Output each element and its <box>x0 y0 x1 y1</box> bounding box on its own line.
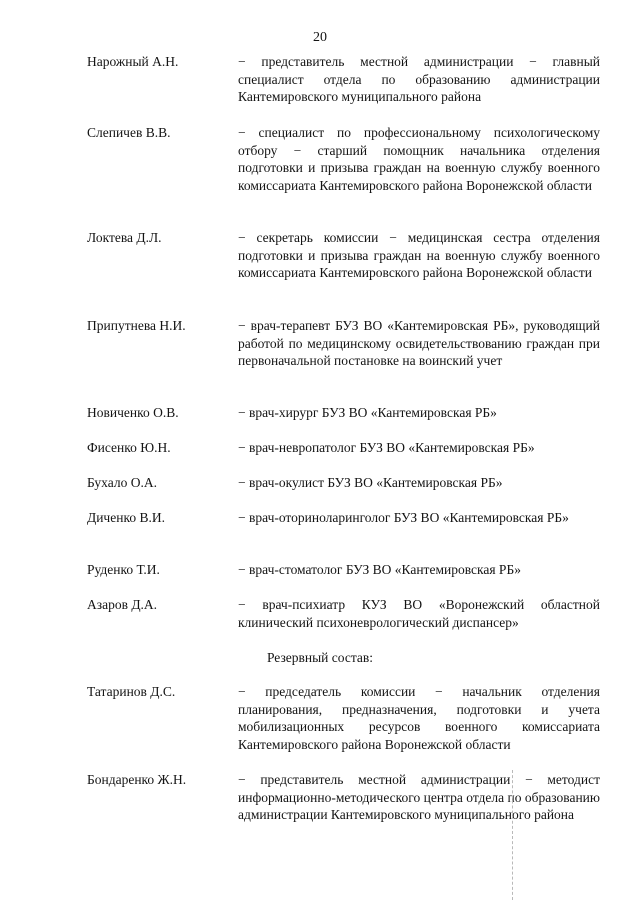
reserve-section-title: Резервный состав: <box>266 650 374 665</box>
member-name: Новиченко О.В. <box>87 405 179 420</box>
member-name: Бухало О.А. <box>87 475 157 490</box>
member-name: Слепичев В.В. <box>87 125 171 140</box>
member-name: Припутнева Н.И. <box>87 318 186 333</box>
member-name: Руденко Т.И. <box>87 562 160 577</box>
member-name: Диченко В.И. <box>87 510 165 525</box>
member-name: Фисенко Ю.Н. <box>87 440 171 455</box>
member-name: Локтева Д.Л. <box>87 230 162 245</box>
member-description: − секретарь комиссии − медицинская сестра отделения подготовки и призыва граждан на военную службу военного комиссариата Кантемировского района Воронежской области <box>238 230 600 280</box>
member-description: − врач-терапевт БУЗ ВО «Кантемировская РБ», руководящий работой по медицинскому освидетельствованию граждан при первоначальной постановке на воинский учет <box>238 318 600 368</box>
member-description: − врач-окулист БУЗ ВО «Кантемировская РБ» <box>238 475 503 490</box>
scan-artifact-line <box>512 770 513 900</box>
member-name: Нарожный А.Н. <box>87 54 179 69</box>
member-description: − врач-стоматолог БУЗ ВО «Кантемировская РБ» <box>238 562 521 577</box>
member-name: Азаров Д.А. <box>87 597 158 612</box>
member-description: − врач-невропатолог БУЗ ВО «Кантемировская РБ» <box>238 440 535 455</box>
member-description: − врач-оториноларинголог БУЗ ВО «Кантемировская РБ» <box>238 510 569 525</box>
member-name: Бондаренко Ж.Н. <box>87 772 187 787</box>
page-number: 20 <box>313 30 327 45</box>
member-name: Татаринов Д.С. <box>87 684 176 699</box>
member-description: − представитель местной администрации − методист информационно-методического центра отдела по образованию администрации Кантемировского муниципального района <box>238 772 600 822</box>
member-description: − специалист по профессиональному психологическому отбору − старший помощник начальника отделения подготовки и призыва граждан на военную службу военного комиссариата Кантемировского района Воронежской области <box>238 125 600 193</box>
member-description: − врач-хирург БУЗ ВО «Кантемировская РБ» <box>238 405 497 420</box>
member-description: − председатель комиссии − начальник отделения планирования, предназначения, подготовки и учета мобилизационных ресурсов военного комиссариата Кантемировского района Воронежской области <box>238 684 600 752</box>
member-description: − врач-психиатр КУЗ ВО «Воронежский областной клинический психоневрологический диспансер» <box>238 597 600 630</box>
member-description: − представитель местной администрации − главный специалист отдела по образованию администрации Кантемировского муниципального района <box>238 54 600 104</box>
